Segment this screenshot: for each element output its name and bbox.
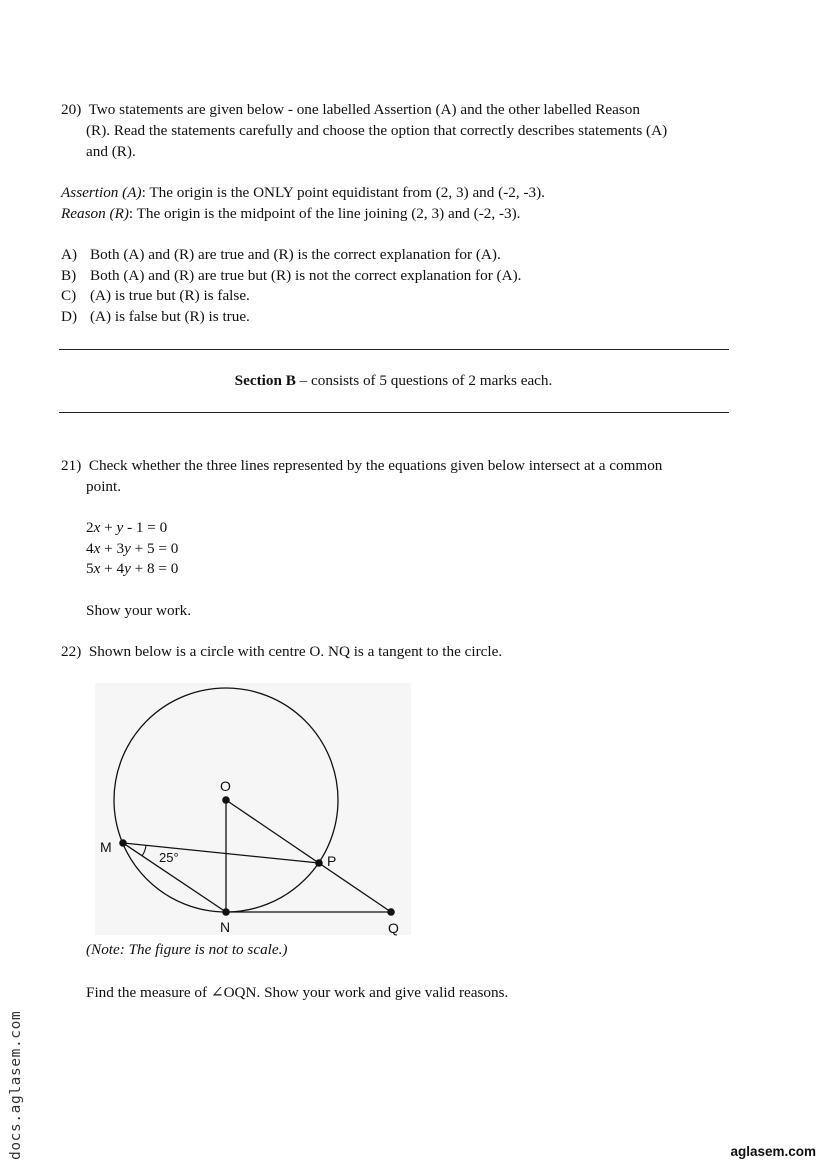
point-m — [119, 839, 127, 847]
section-b-heading — [0, 370, 787, 391]
point-n — [222, 908, 230, 916]
option-text: (A) is false but (R) is true. — [90, 308, 250, 325]
section-b-subtitle: – consists of 5 questions of 2 marks each. — [299, 372, 553, 389]
question-20 — [61, 99, 741, 162]
side-watermark: docs.aglasem.com — [8, 1010, 24, 1160]
q20-reason — [61, 203, 520, 224]
angle-label: 25° — [159, 850, 179, 865]
q20-stem-1: Two statements are given below - one labelled Assertion (A) and the other labelled Reason — [88, 101, 640, 118]
section-divider-bottom — [59, 412, 729, 413]
label-m: M — [100, 839, 112, 855]
q20-stem-2: (R). Read the statements carefully and choose the option that correctly describes statements (A) — [86, 122, 668, 139]
q20-option-c — [61, 285, 250, 306]
point-o — [222, 796, 230, 804]
q21-show-work: Show your work. — [86, 602, 192, 619]
q20-number: 20) — [61, 101, 82, 118]
question-21 — [61, 455, 741, 497]
q20-option-d — [61, 306, 250, 327]
label-p: P — [327, 853, 337, 869]
q20-option-a — [61, 244, 501, 265]
option-text: (A) is true but (R) is false. — [90, 287, 250, 304]
q21-line-1 — [61, 455, 741, 476]
q20-stem-3: and (R). — [86, 143, 136, 160]
q21-number: 21) — [61, 457, 82, 474]
figure-background — [95, 683, 411, 935]
option-text: Both (A) and (R) are true but (R) is not the correct explanation for (A). — [90, 267, 522, 284]
section-divider-top — [59, 349, 729, 350]
circle-tangent-figure — [95, 683, 415, 941]
assertion-label: Assertion (A) — [61, 184, 142, 201]
footer-brand: aglasem.com — [730, 1144, 816, 1159]
question-22 — [61, 641, 502, 662]
q20-option-b — [61, 265, 521, 286]
q22-stem: Shown below is a circle with centre O. NQ is a tangent to the circle. — [88, 643, 503, 660]
option-letter: A) — [61, 246, 78, 263]
assertion-text: : The origin is the ONLY point equidistant from (2, 3) and (-2, -3). — [141, 184, 545, 201]
section-b-title: Section B — [234, 372, 296, 389]
q21-stem-2: point. — [86, 478, 122, 495]
option-letter: D) — [61, 308, 78, 325]
point-q — [387, 908, 395, 916]
q21-stem-1: Check whether the three lines represented by the equations given below intersect at a common — [88, 457, 663, 474]
reason-label: Reason (R) — [61, 205, 129, 222]
q22-note: (Note: The figure is not to scale.) — [86, 941, 288, 958]
equation-1: 2x + y - 1 = 0 — [86, 519, 168, 536]
q22-question: Find the measure of ∠OQN. Show your work and give valid reasons. — [86, 984, 509, 1001]
option-text: Both (A) and (R) are true and (R) is the correct explanation for (A). — [90, 246, 501, 263]
equation-3: 5x + 4y + 8 = 0 — [86, 560, 179, 577]
option-letter: B) — [61, 267, 77, 284]
label-o: O — [220, 778, 231, 794]
reason-text: : The origin is the midpoint of the line joining (2, 3) and (-2, -3). — [128, 205, 521, 222]
q20-line-1 — [61, 99, 741, 120]
q20-assertion — [61, 182, 545, 203]
label-q: Q — [388, 920, 399, 936]
option-letter: C) — [61, 287, 77, 304]
point-p — [315, 859, 323, 867]
label-n: N — [220, 919, 231, 935]
q22-number: 22) — [61, 643, 82, 660]
equation-2: 4x + 3y + 5 = 0 — [86, 540, 179, 557]
